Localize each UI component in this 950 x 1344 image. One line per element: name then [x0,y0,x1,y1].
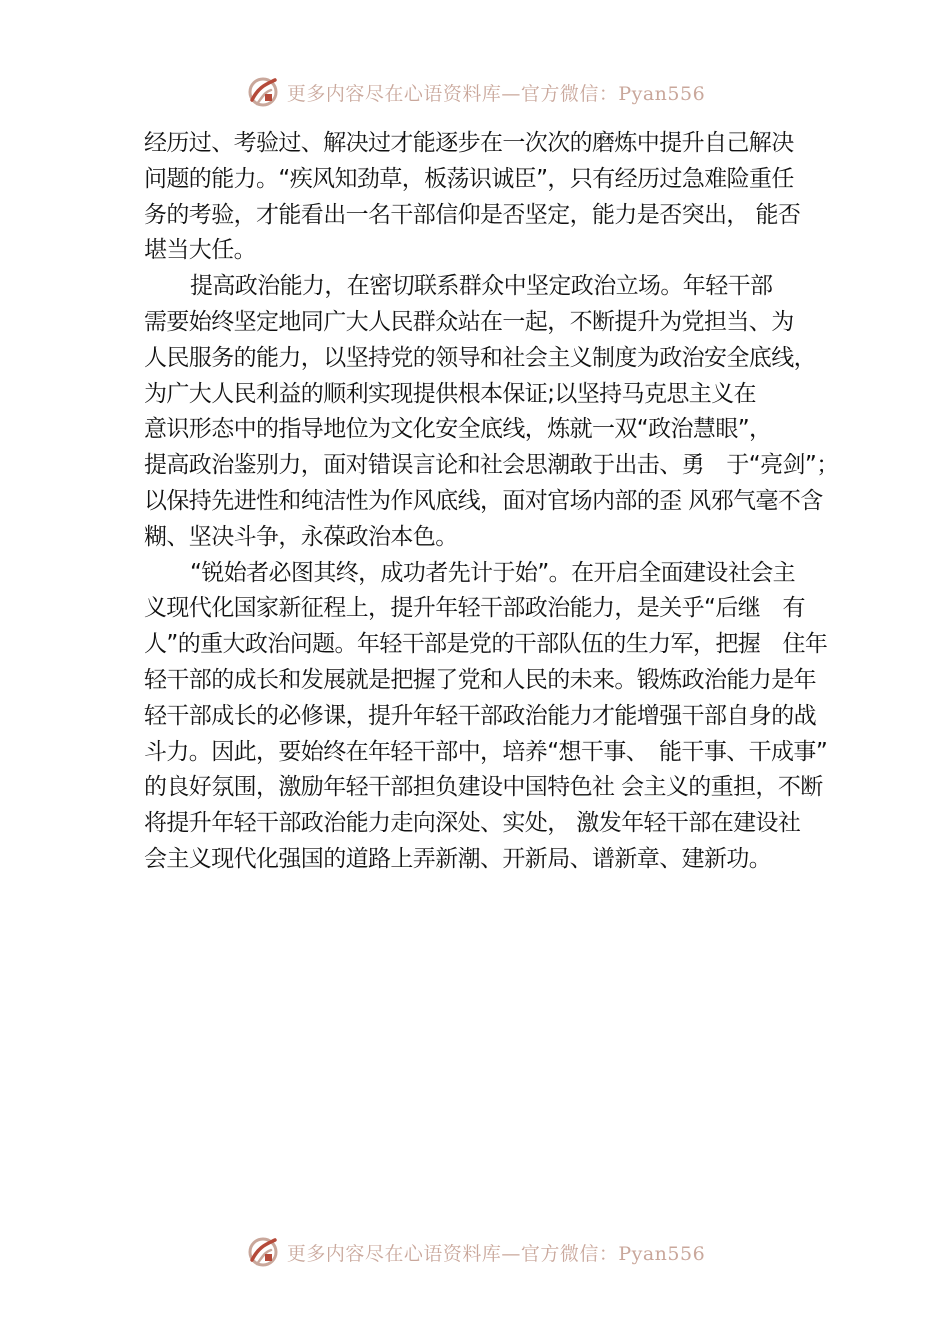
paragraph-line: “锐始者必图其终，成功者先计于始”。在开启全面建设社会主 [190,559,796,586]
header-banner [0,72,950,112]
paragraph-line: 意识形态中的指导地位为文化安全底线，炼就一双“政治慧眼”， [144,416,772,443]
paragraph-line: 的良好氛围，激励年轻干部担负建设中国特色社 会主义的重担，不断 [144,774,823,801]
paragraph-1 [144,126,834,269]
paragraph-line: 提高政治鉴别力，面对错误言论和社会思潮敢于出击、勇 于“亮剑”； [144,452,839,479]
paragraph-3 [144,556,834,878]
paragraph-line: 义现代化国家新征程上，提升年轻干部政治能力，是关乎“后继 有 [144,595,805,622]
calligraphy-seal-logo-icon [245,74,281,110]
paragraph-line: 人”的重大政治问题。年轻干部是党的干部队伍的生力军，把握 住年 [144,631,828,658]
header-banner-text: 更多内容尽在心语资料库—官方微信：Pyan556 [286,82,706,105]
paragraph-line: 斗力。因此，要始终在年轻干部中，培养“想干事、 能干事、干成事” [144,738,828,765]
calligraphy-seal-logo-icon [245,1234,281,1270]
paragraph-line: 会主义现代化强国的道路上弄新潮、开新局、谱新章、建新功。 [144,845,772,872]
paragraph-line: 问题的能力。“疾风知劲草，板荡识诚臣”，只有经历过急难险重任 [144,165,794,192]
footer-banner [0,1232,950,1272]
paragraph-line: 务的考验，才能看出一名干部信仰是否坚定，能力是否突出， 能否 [144,201,801,228]
paragraph-line: 提高政治能力，在密切联系群众中坚定政治立场。年轻干部 [190,273,773,300]
document-body [144,126,839,878]
paragraph-line: 以保持先进性和纯洁性为作风底线，面对官场内部的歪 风邪气毫不含 [144,487,823,514]
paragraph-line: 堪当大任。 [144,237,257,264]
paragraph-2 [144,269,839,555]
paragraph-line: 经历过、考验过、解决过才能逐步在一次次的磨炼中提升自己解决 [144,130,794,156]
paragraph-line: 需要始终坚定地同广大人民群众站在一起，不断提升为党担当、为 [144,308,794,335]
paragraph-line: 为广大人民利益的顺利实现提供根本保证;以坚持马克思主义在 [144,380,756,407]
paragraph-line: 将提升年轻干部政治能力走向深处、实处， 激发年轻干部在建设社 [144,810,801,837]
paragraph-line: 糊、坚决斗争，永葆政治本色。 [144,523,458,550]
paragraph-line: 轻干部成长的必修课，提升年轻干部政治能力才能增强干部自身的战 [144,702,817,729]
paragraph-line: 轻干部的成长和发展就是把握了党和人民的未来。锻炼政治能力是年 [144,666,817,693]
paragraph-line: 人民服务的能力，以坚持党的领导和社会主义制度为政治安全底线， [144,344,817,371]
footer-banner-text: 更多内容尽在心语资料库—官方微信：Pyan556 [286,1242,706,1265]
